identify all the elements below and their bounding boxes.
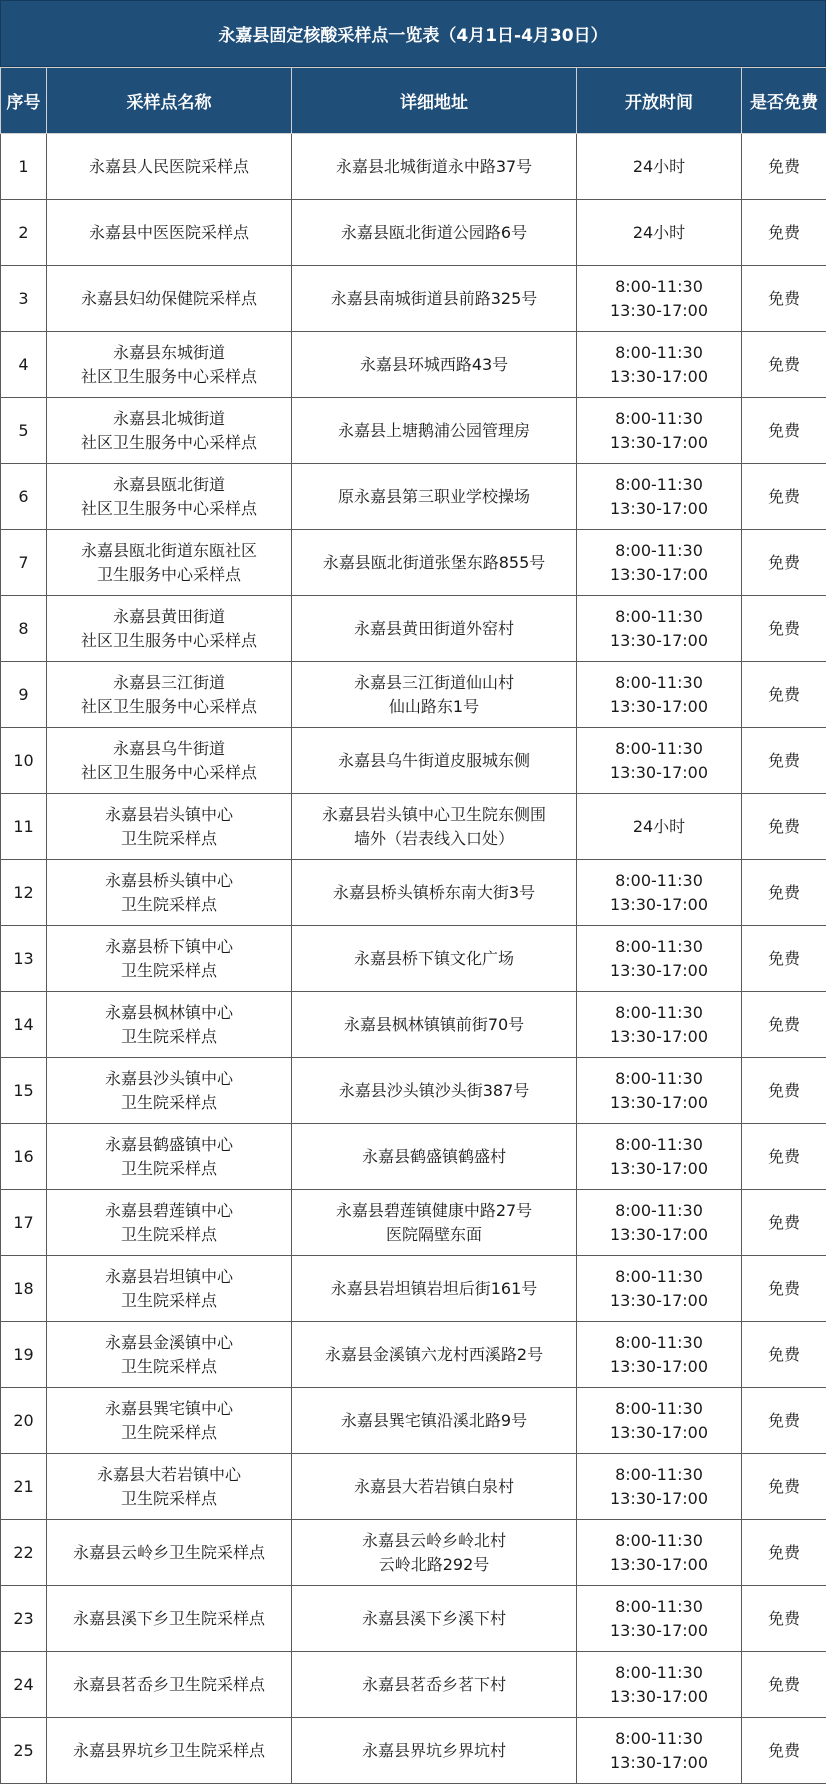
open-hours-line: 8:00-11:30	[579, 1463, 739, 1487]
site-name	[47, 464, 292, 530]
row-number: 7	[1, 530, 47, 596]
open-hours	[577, 728, 742, 794]
site-address	[292, 1718, 577, 1784]
site-name-line: 社区卫生服务中心采样点	[49, 629, 289, 653]
site-name-line: 卫生院采样点	[49, 959, 289, 983]
site-name-line: 卫生院采样点	[49, 1421, 289, 1445]
row-number: 2	[1, 200, 47, 266]
site-address-line: 墙外（岩表线入口处）	[294, 827, 574, 851]
open-hours-line: 8:00-11:30	[579, 605, 739, 629]
site-name	[47, 1124, 292, 1190]
site-address-line: 仙山路东1号	[294, 695, 574, 719]
open-hours	[577, 1454, 742, 1520]
site-name	[47, 1322, 292, 1388]
site-address-line: 永嘉县大若岩镇白泉村	[294, 1475, 574, 1499]
site-address-line: 永嘉县巽宅镇沿溪北路9号	[294, 1409, 574, 1433]
free-status: 免费	[742, 1718, 826, 1784]
site-name	[47, 1520, 292, 1586]
row-number: 16	[1, 1124, 47, 1190]
free-status: 免费	[742, 530, 826, 596]
open-hours	[577, 794, 742, 860]
table-row	[1, 860, 826, 926]
row-number: 10	[1, 728, 47, 794]
open-hours	[577, 596, 742, 662]
row-number: 6	[1, 464, 47, 530]
site-name-line: 永嘉县沙头镇中心	[49, 1067, 289, 1091]
table-row	[1, 1256, 826, 1322]
open-hours-line: 8:00-11:30	[579, 1397, 739, 1421]
site-address-line: 永嘉县界坑乡界坑村	[294, 1739, 574, 1763]
site-name-line: 永嘉县妇幼保健院采样点	[49, 287, 289, 311]
site-address-line: 永嘉县沙头镇沙头街387号	[294, 1079, 574, 1103]
row-number: 17	[1, 1190, 47, 1256]
site-name-line: 永嘉县黄田街道	[49, 605, 289, 629]
site-address-line: 永嘉县瓯北街道公园路6号	[294, 221, 574, 245]
site-name	[47, 992, 292, 1058]
free-status: 免费	[742, 266, 826, 332]
site-name-line: 永嘉县大若岩镇中心	[49, 1463, 289, 1487]
free-status: 免费	[742, 794, 826, 860]
open-hours-line: 13:30-17:00	[579, 959, 739, 983]
open-hours-line: 8:00-11:30	[579, 935, 739, 959]
row-number: 18	[1, 1256, 47, 1322]
site-address	[292, 332, 577, 398]
site-name-line: 永嘉县桥头镇中心	[49, 869, 289, 893]
free-status: 免费	[742, 332, 826, 398]
open-hours-line: 8:00-11:30	[579, 1529, 739, 1553]
site-address-line: 永嘉县乌牛街道皮服城东侧	[294, 749, 574, 773]
site-address-line: 永嘉县上塘鹅浦公园管理房	[294, 419, 574, 443]
table-row	[1, 1058, 826, 1124]
open-hours	[577, 992, 742, 1058]
open-hours	[577, 1124, 742, 1190]
open-hours-line: 13:30-17:00	[579, 431, 739, 455]
site-name	[47, 398, 292, 464]
site-address-line: 永嘉县云岭乡岭北村	[294, 1529, 574, 1553]
table-row	[1, 398, 826, 464]
open-hours-line: 24小时	[579, 221, 739, 245]
free-status: 免费	[742, 398, 826, 464]
site-name-line: 永嘉县东城街道	[49, 341, 289, 365]
row-number: 8	[1, 596, 47, 662]
site-address	[292, 1322, 577, 1388]
open-hours-line: 13:30-17:00	[579, 893, 739, 917]
open-hours	[577, 1256, 742, 1322]
free-status: 免费	[742, 1124, 826, 1190]
site-name	[47, 1652, 292, 1718]
table-row	[1, 266, 826, 332]
table-row	[1, 662, 826, 728]
site-name	[47, 134, 292, 200]
open-hours	[577, 464, 742, 530]
table-row	[1, 1388, 826, 1454]
free-status: 免费	[742, 926, 826, 992]
free-status: 免费	[742, 860, 826, 926]
site-name	[47, 1388, 292, 1454]
open-hours-line: 13:30-17:00	[579, 761, 739, 785]
free-status: 免费	[742, 1256, 826, 1322]
site-name-line: 卫生院采样点	[49, 1223, 289, 1247]
row-number: 15	[1, 1058, 47, 1124]
open-hours	[577, 1190, 742, 1256]
site-name-line: 卫生院采样点	[49, 1025, 289, 1049]
site-name	[47, 1190, 292, 1256]
site-name-line: 社区卫生服务中心采样点	[49, 431, 289, 455]
site-name-line: 社区卫生服务中心采样点	[49, 497, 289, 521]
site-name-line: 永嘉县人民医院采样点	[49, 155, 289, 179]
table-row	[1, 1718, 826, 1784]
open-hours-line: 13:30-17:00	[579, 1421, 739, 1445]
row-number: 23	[1, 1586, 47, 1652]
site-name-line: 永嘉县碧莲镇中心	[49, 1199, 289, 1223]
site-name	[47, 1718, 292, 1784]
table-row	[1, 596, 826, 662]
site-name-line: 永嘉县岩头镇中心	[49, 803, 289, 827]
open-hours	[577, 1322, 742, 1388]
open-hours-line: 8:00-11:30	[579, 671, 739, 695]
site-name-line: 永嘉县瓯北街道东瓯社区	[49, 539, 289, 563]
site-address-line: 永嘉县岩头镇中心卫生院东侧围	[294, 803, 574, 827]
open-hours	[577, 332, 742, 398]
free-status: 免费	[742, 1322, 826, 1388]
free-status: 免费	[742, 464, 826, 530]
open-hours	[577, 1652, 742, 1718]
table-row	[1, 728, 826, 794]
row-number: 1	[1, 134, 47, 200]
site-name-line: 社区卫生服务中心采样点	[49, 695, 289, 719]
site-name-line: 永嘉县瓯北街道	[49, 473, 289, 497]
site-name-line: 卫生院采样点	[49, 1289, 289, 1313]
open-hours-line: 13:30-17:00	[579, 1091, 739, 1115]
header-open-hours: 开放时间	[577, 68, 742, 134]
row-number: 5	[1, 398, 47, 464]
site-address	[292, 1124, 577, 1190]
open-hours-line: 8:00-11:30	[579, 1595, 739, 1619]
site-address-line: 永嘉县溪下乡溪下村	[294, 1607, 574, 1631]
site-address	[292, 1058, 577, 1124]
sampling-sites-table	[0, 67, 826, 1784]
site-address	[292, 1190, 577, 1256]
table-row	[1, 926, 826, 992]
site-name	[47, 1454, 292, 1520]
open-hours	[577, 662, 742, 728]
open-hours	[577, 1058, 742, 1124]
site-name-line: 卫生院采样点	[49, 1157, 289, 1181]
free-status: 免费	[742, 992, 826, 1058]
site-address	[292, 596, 577, 662]
site-address-line: 永嘉县南城街道县前路325号	[294, 287, 574, 311]
open-hours-line: 8:00-11:30	[579, 1727, 739, 1751]
table-row	[1, 332, 826, 398]
site-address	[292, 1256, 577, 1322]
open-hours-line: 13:30-17:00	[579, 1751, 739, 1775]
open-hours-line: 8:00-11:30	[579, 341, 739, 365]
open-hours-line: 8:00-11:30	[579, 1265, 739, 1289]
site-name	[47, 662, 292, 728]
site-address-line: 永嘉县桥头镇桥东南大街3号	[294, 881, 574, 905]
table-row	[1, 1652, 826, 1718]
open-hours-line: 8:00-11:30	[579, 737, 739, 761]
open-hours	[577, 1718, 742, 1784]
site-name-line: 永嘉县乌牛街道	[49, 737, 289, 761]
free-status: 免费	[742, 1586, 826, 1652]
header-row	[1, 68, 826, 134]
site-name-line: 卫生院采样点	[49, 1487, 289, 1511]
open-hours-line: 8:00-11:30	[579, 473, 739, 497]
row-number: 22	[1, 1520, 47, 1586]
open-hours-line: 8:00-11:30	[579, 1331, 739, 1355]
site-address	[292, 266, 577, 332]
open-hours-line: 13:30-17:00	[579, 1223, 739, 1247]
row-number: 9	[1, 662, 47, 728]
free-status: 免费	[742, 1190, 826, 1256]
site-address	[292, 134, 577, 200]
site-name	[47, 728, 292, 794]
site-address-line: 原永嘉县第三职业学校操场	[294, 485, 574, 509]
table-row	[1, 1586, 826, 1652]
site-name-line: 卫生院采样点	[49, 1355, 289, 1379]
site-address	[292, 1520, 577, 1586]
site-name	[47, 794, 292, 860]
table-row	[1, 134, 826, 200]
open-hours-line: 13:30-17:00	[579, 299, 739, 323]
site-name	[47, 926, 292, 992]
site-name	[47, 530, 292, 596]
site-address-line: 永嘉县茗岙乡茗下村	[294, 1673, 574, 1697]
site-address-line: 云岭北路292号	[294, 1553, 574, 1577]
site-name-line: 社区卫生服务中心采样点	[49, 761, 289, 785]
open-hours-line: 13:30-17:00	[579, 1355, 739, 1379]
open-hours-line: 13:30-17:00	[579, 497, 739, 521]
free-status: 免费	[742, 662, 826, 728]
site-name-line: 永嘉县桥下镇中心	[49, 935, 289, 959]
open-hours-line: 8:00-11:30	[579, 1199, 739, 1223]
table-row	[1, 1190, 826, 1256]
free-status: 免费	[742, 1058, 826, 1124]
open-hours	[577, 398, 742, 464]
header-site-name: 采样点名称	[47, 68, 292, 134]
table-row	[1, 464, 826, 530]
open-hours-line: 8:00-11:30	[579, 1133, 739, 1157]
open-hours-line: 8:00-11:30	[579, 407, 739, 431]
site-address	[292, 200, 577, 266]
site-name	[47, 200, 292, 266]
open-hours-line: 13:30-17:00	[579, 629, 739, 653]
site-name	[47, 1256, 292, 1322]
site-name	[47, 332, 292, 398]
row-number: 20	[1, 1388, 47, 1454]
site-name	[47, 1058, 292, 1124]
site-address-line: 永嘉县三江街道仙山村	[294, 671, 574, 695]
free-status: 免费	[742, 596, 826, 662]
site-name	[47, 1586, 292, 1652]
site-name-line: 卫生院采样点	[49, 827, 289, 851]
free-status: 免费	[742, 200, 826, 266]
site-address-line: 永嘉县瓯北街道张堡东路855号	[294, 551, 574, 575]
row-number: 3	[1, 266, 47, 332]
header-no: 序号	[1, 68, 47, 134]
site-address	[292, 794, 577, 860]
site-address	[292, 860, 577, 926]
site-address	[292, 992, 577, 1058]
row-number: 11	[1, 794, 47, 860]
site-name	[47, 860, 292, 926]
site-address-line: 永嘉县桥下镇文化广场	[294, 947, 574, 971]
open-hours-line: 24小时	[579, 155, 739, 179]
site-address-line: 永嘉县枫林镇镇前街70号	[294, 1013, 574, 1037]
site-address	[292, 926, 577, 992]
row-number: 19	[1, 1322, 47, 1388]
site-name-line: 卫生院采样点	[49, 1091, 289, 1115]
site-name-line: 永嘉县枫林镇中心	[49, 1001, 289, 1025]
row-number: 25	[1, 1718, 47, 1784]
site-address	[292, 662, 577, 728]
table-title: 永嘉县固定核酸采样点一览表（4月1日-4月30日）	[0, 0, 826, 67]
open-hours	[577, 134, 742, 200]
table-row	[1, 530, 826, 596]
header-address: 详细地址	[292, 68, 577, 134]
table-row	[1, 200, 826, 266]
site-name-line: 永嘉县中医医院采样点	[49, 221, 289, 245]
site-address	[292, 1388, 577, 1454]
free-status: 免费	[742, 1652, 826, 1718]
site-address-line: 永嘉县环城西路43号	[294, 353, 574, 377]
site-name-line: 永嘉县界坑乡卫生院采样点	[49, 1739, 289, 1763]
free-status: 免费	[742, 1520, 826, 1586]
open-hours-line: 8:00-11:30	[579, 869, 739, 893]
table-row	[1, 794, 826, 860]
site-name-line: 永嘉县茗岙乡卫生院采样点	[49, 1673, 289, 1697]
site-address	[292, 464, 577, 530]
open-hours-line: 8:00-11:30	[579, 539, 739, 563]
site-name-line: 永嘉县鹤盛镇中心	[49, 1133, 289, 1157]
open-hours-line: 13:30-17:00	[579, 563, 739, 587]
open-hours	[577, 926, 742, 992]
site-name-line: 永嘉县金溪镇中心	[49, 1331, 289, 1355]
site-address	[292, 530, 577, 596]
row-number: 4	[1, 332, 47, 398]
site-address	[292, 1652, 577, 1718]
free-status: 免费	[742, 134, 826, 200]
site-address	[292, 728, 577, 794]
open-hours-line: 13:30-17:00	[579, 365, 739, 389]
site-address-line: 永嘉县黄田街道外窑村	[294, 617, 574, 641]
open-hours	[577, 1586, 742, 1652]
open-hours	[577, 530, 742, 596]
site-name-line: 卫生院采样点	[49, 893, 289, 917]
table-row	[1, 992, 826, 1058]
open-hours-line: 13:30-17:00	[579, 1289, 739, 1313]
row-number: 21	[1, 1454, 47, 1520]
open-hours-line: 13:30-17:00	[579, 1685, 739, 1709]
open-hours-line: 13:30-17:00	[579, 1553, 739, 1577]
open-hours-line: 13:30-17:00	[579, 1025, 739, 1049]
open-hours	[577, 1388, 742, 1454]
site-name-line: 永嘉县云岭乡卫生院采样点	[49, 1541, 289, 1565]
open-hours-line: 8:00-11:30	[579, 1001, 739, 1025]
site-name	[47, 596, 292, 662]
open-hours-line: 8:00-11:30	[579, 275, 739, 299]
header-free: 是否免费	[742, 68, 826, 134]
site-address-line: 永嘉县岩坦镇岩坦后街161号	[294, 1277, 574, 1301]
site-address	[292, 398, 577, 464]
open-hours-line: 13:30-17:00	[579, 1487, 739, 1511]
open-hours	[577, 266, 742, 332]
site-address	[292, 1454, 577, 1520]
row-number: 14	[1, 992, 47, 1058]
site-name-line: 永嘉县巽宅镇中心	[49, 1397, 289, 1421]
open-hours-line: 8:00-11:30	[579, 1661, 739, 1685]
row-number: 12	[1, 860, 47, 926]
site-name	[47, 266, 292, 332]
site-name-line: 永嘉县北城街道	[49, 407, 289, 431]
site-address-line: 永嘉县碧莲镇健康中路27号	[294, 1199, 574, 1223]
open-hours	[577, 860, 742, 926]
site-name-line: 永嘉县溪下乡卫生院采样点	[49, 1607, 289, 1631]
site-name-line: 永嘉县岩坦镇中心	[49, 1265, 289, 1289]
open-hours	[577, 1520, 742, 1586]
site-address-line: 永嘉县鹤盛镇鹤盛村	[294, 1145, 574, 1169]
open-hours-line: 13:30-17:00	[579, 1157, 739, 1181]
row-number: 13	[1, 926, 47, 992]
site-address-line: 医院隔壁东面	[294, 1223, 574, 1247]
site-name-line: 永嘉县三江街道	[49, 671, 289, 695]
table-row	[1, 1124, 826, 1190]
site-name-line: 卫生服务中心采样点	[49, 563, 289, 587]
row-number: 24	[1, 1652, 47, 1718]
free-status: 免费	[742, 1388, 826, 1454]
open-hours-line: 13:30-17:00	[579, 695, 739, 719]
table-row	[1, 1454, 826, 1520]
free-status: 免费	[742, 1454, 826, 1520]
site-address	[292, 1586, 577, 1652]
site-address-line: 永嘉县北城街道永中路37号	[294, 155, 574, 179]
table-row	[1, 1520, 826, 1586]
open-hours-line: 13:30-17:00	[579, 1619, 739, 1643]
open-hours	[577, 200, 742, 266]
free-status: 免费	[742, 728, 826, 794]
table-row	[1, 1322, 826, 1388]
open-hours-line: 8:00-11:30	[579, 1067, 739, 1091]
open-hours-line: 24小时	[579, 815, 739, 839]
site-name-line: 社区卫生服务中心采样点	[49, 365, 289, 389]
site-address-line: 永嘉县金溪镇六龙村西溪路2号	[294, 1343, 574, 1367]
